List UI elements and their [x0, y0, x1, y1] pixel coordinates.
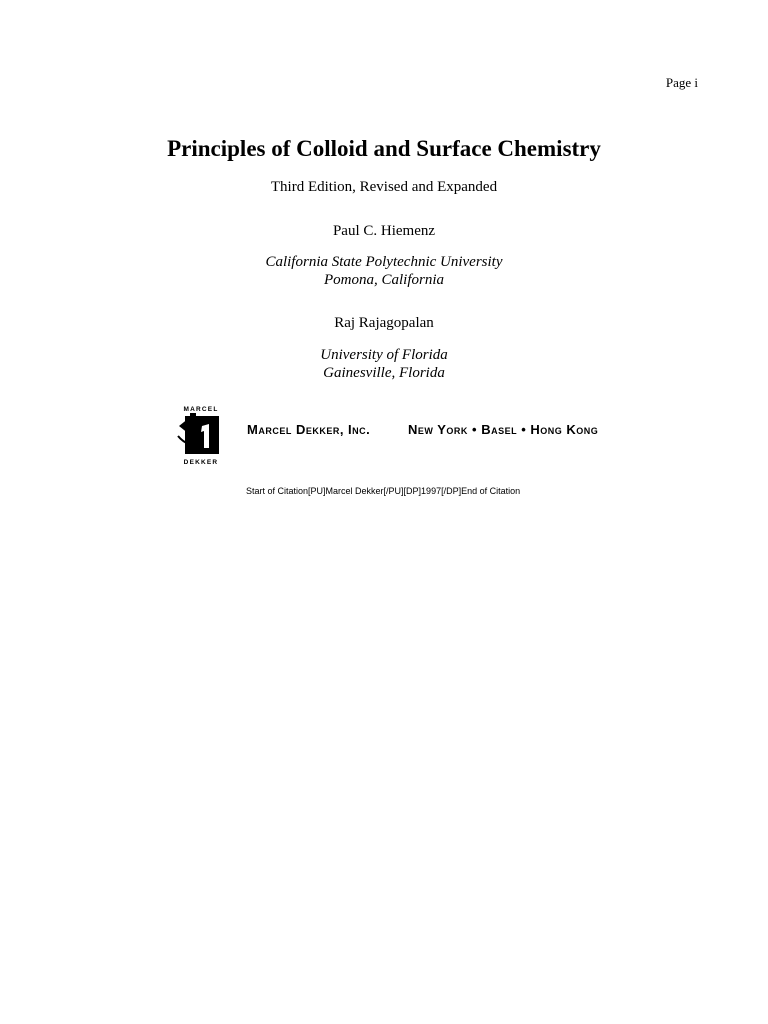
- affiliation-line-1: University of Florida: [320, 347, 448, 363]
- author-affiliation-1: [0, 253, 768, 289]
- affiliation-line-1: California State Polytechnic University: [265, 254, 503, 270]
- logo-bottom-text: DEKKER: [183, 459, 219, 466]
- author-affiliation-2: [0, 346, 768, 382]
- affiliation-line-2: Pomona, California: [323, 272, 444, 288]
- page-number: Page i: [665, 75, 698, 90]
- publisher-cities: New York • Basel • Hong Kong: [408, 422, 599, 437]
- logo-top-text: MARCEL: [183, 406, 219, 413]
- author-name-2: Raj Rajagopalan: [334, 315, 434, 331]
- book-edition: Third Edition, Revised and Expanded: [270, 179, 498, 195]
- publisher-logo: [175, 404, 227, 466]
- publisher-row: [175, 404, 615, 466]
- author-name-1: Paul C. Hiemenz: [332, 223, 436, 239]
- marcel-dekker-logo-icon: [175, 404, 227, 466]
- citation-text: Start of Citation[PU]Marcel Dekker[/PU][DP]1997[/DP]End of Citation: [246, 486, 521, 496]
- book-title: Principles of Colloid and Surface Chemistry: [167, 136, 601, 161]
- publisher-name: Marcel Dekker, Inc.: [247, 422, 371, 437]
- affiliation-line-2: Gainesville, Florida: [323, 365, 445, 381]
